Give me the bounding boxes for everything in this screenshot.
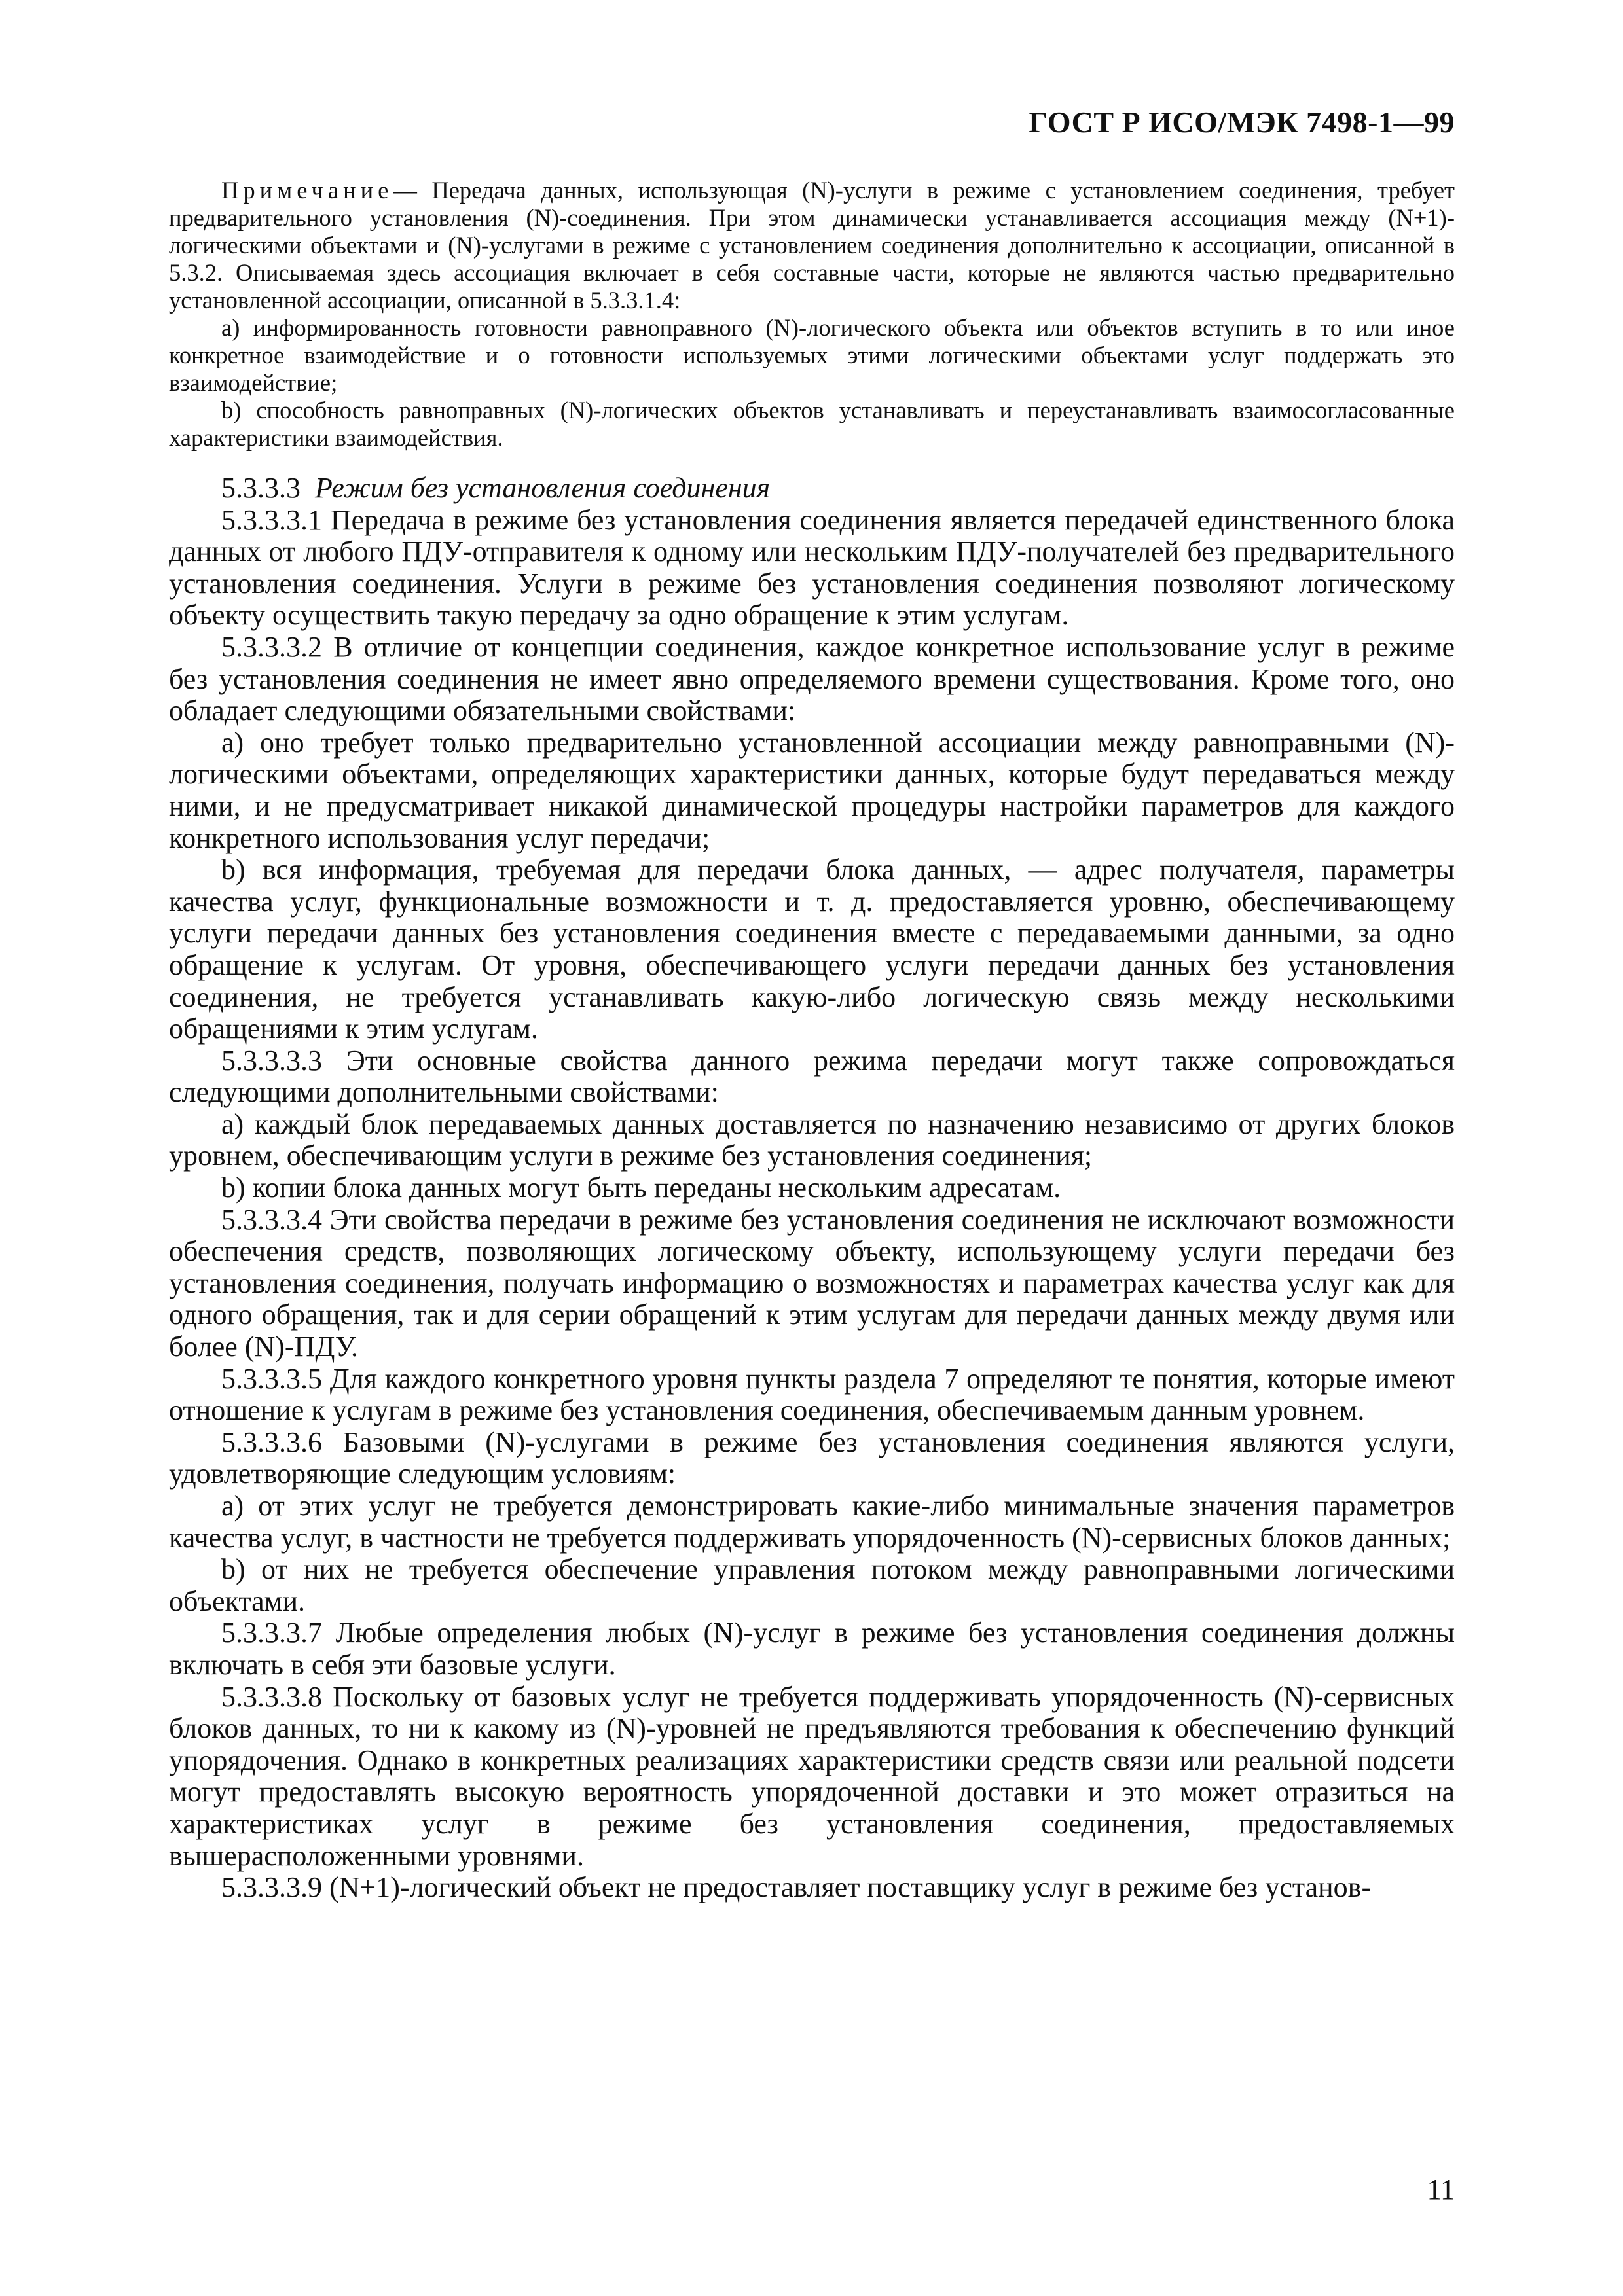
paragraph-number: 5.3.3.3.8 <box>221 1680 322 1713</box>
list-item: b) копии блока данных могут быть переданы нескольким адресатам. <box>221 1172 1061 1204</box>
paragraph <box>169 1204 1455 1363</box>
paragraph-text: Базовыми (N)-услугами в режиме без установления соединения являются услуги, удовлетворяющие следующим условиям: <box>169 1426 1455 1490</box>
list-item: a) каждый блок передаваемых данных доставляется по назначению независимо от других блоков уровнем, обеспечивающим услуги в режиме без установления соединения; <box>169 1107 1455 1172</box>
list-item: a) от этих услуг не требуется демонстрировать какие-либо минимальные значения параметров качества услуг, в частности не требуется поддерживать упорядоченность (N)-сервисных блоков данных; <box>169 1490 1455 1554</box>
paragraph-text: Для каждого конкретного уровня пункты раздела 7 определяют те понятия, которые имеют отношение к услугам в режиме без установления соединения, обеспечиваемым данным уровнем. <box>169 1362 1455 1427</box>
paragraph-text: Поскольку от базовых услуг не требуется поддерживать упорядоченность (N)-сервисных блоков данных, то ни к какому из (N)-уровней не предъявляются требования к обеспечению функций упорядочения. Однако в конкретных реализациях характеристики средств связи или реальной подсети могут предоставлять высокую вероятность упорядоченной доставки и это может отразиться на характеристиках услуг в режиме без установления соединения, предоставляемых вышерасположенными уровнями. <box>169 1680 1455 1872</box>
paragraph-number: 5.3.3.3.6 <box>221 1426 322 1458</box>
paragraph-number: 5.3.3.3.9 <box>221 1871 322 1904</box>
main-text <box>169 473 1455 1904</box>
page-number: 11 <box>1427 2174 1455 2206</box>
paragraph <box>169 632 1455 727</box>
paragraph <box>169 1427 1455 1490</box>
note-paragraph <box>169 177 1455 314</box>
paragraph-text: Эти свойства передачи в режиме без установления соединения не исключают возможности обеспечения средств, позволяющих логическому объекту, использующему услуги передачи без установления соединения, получать информацию о возможностях и параметрах качества услуг как для одного обращения, так и для серии обращений к этим услугам для передачи данных между двумя или более (N)-ПДУ. <box>169 1203 1455 1363</box>
paragraph <box>169 1872 1455 1904</box>
paragraph-text: Передача в режиме без установления соединения является передачей единственного блока данных от любого ПДУ-отправителя к одному или нескольким ПДУ-получателей без предварительного установления соединения. Услуги в режиме без установления соединения позволяют логическому объекту осуществить такую передачу за одно обращение к этим услугам. <box>169 503 1455 632</box>
list-item: b) вся информация, требуемая для передачи блока данных, — адрес получателя, параметры качества услуг, функциональные возможности и т. д. предоставляется уровню, обеспечивающему услуги передачи данных без установления соединения вместе с передаваемыми данными, за одно обращение к услугам. От уровня, обеспечивающего услуги передачи данных без установления соединения, не требуется устанавливать какую-либо логическую связь между несколькими обращениями к этим услугам. <box>169 853 1455 1045</box>
paragraph-number: 5.3.3.3.1 <box>221 503 322 536</box>
paragraph-text: (N+1)-логический объект не предоставляет поставщику услуг в режиме без установ- <box>329 1871 1372 1904</box>
note-label: Примечание <box>221 177 393 204</box>
paragraph <box>169 1617 1455 1681</box>
paragraph-number: 5.3.3.3.5 <box>221 1362 322 1395</box>
paragraph <box>169 1045 1455 1109</box>
standard-code-header: ГОСТ Р ИСО/МЭК 7498-1—99 <box>1029 105 1455 139</box>
paragraph-text: Любые определения любых (N)-услуг в режиме без установления соединения должны включать в себя эти базовые услуги. <box>169 1617 1455 1681</box>
paragraph-text: В отличие от концепции соединения, каждое конкретное использование услуг в режиме без установления соединения не имеет явно определяемого времени существования. Кроме того, оно обладает следующими обязательными свойствами: <box>169 630 1455 727</box>
section-heading <box>169 473 1455 505</box>
note-block <box>169 177 1455 452</box>
note-item-b: b) способность равноправных (N)-логических объектов устанавливать и переустанавливать взаимосогласованные характеристики взаимодействия. <box>169 397 1455 451</box>
section-number: 5.3.3.3 <box>221 472 301 504</box>
section-title: Режим без установления соединения <box>315 472 771 504</box>
paragraph-text: Эти основные свойства данного режима передачи могут также сопровождаться следующими дополнительными свойствами: <box>169 1044 1455 1109</box>
paragraph-number: 5.3.3.3.4 <box>221 1203 322 1236</box>
paragraph <box>169 505 1455 632</box>
paragraph-number: 5.3.3.3.7 <box>221 1617 322 1649</box>
paragraph <box>169 1363 1455 1427</box>
list-item: b) от них не требуется обеспечение управления потоком между равноправными логическими объектами. <box>169 1553 1455 1617</box>
paragraph-number: 5.3.3.3.2 <box>221 630 322 663</box>
paragraph-number: 5.3.3.3.3 <box>221 1044 322 1077</box>
list-item: a) оно требует только предварительно установленной ассоциации между равноправными (N)-логическими объектами, определяющих характеристики данных, которые будут передаваться между ними, и не предусматривает никакой динамической процедуры настройки параметров для каждого конкретного использования услуг передачи; <box>169 726 1455 854</box>
note-item-a: a) информированность готовности равноправного (N)-логического объекта или объектов вступить в то или иное конкретное взаимодействие и о готовности используемых этими логическими объектами услуг поддержать это взаимодействие; <box>169 314 1455 396</box>
note-text: — Передача данных, использующая (N)-услуги в режиме с установлением соединения, требует предварительного установления (N)-соединения. При этом динамически устанавливается ассоциация между (N+1)-логическими объектами и (N)-услугами в режиме с установлением соединения дополнительно к ассоциации, описанной в 5.3.2. Описываемая здесь ассоциация включает в себя составные части, которые не являются частью предварительно установленной ассоциации, описанной в 5.3.3.1.4: <box>169 177 1455 314</box>
paragraph <box>169 1681 1455 1873</box>
